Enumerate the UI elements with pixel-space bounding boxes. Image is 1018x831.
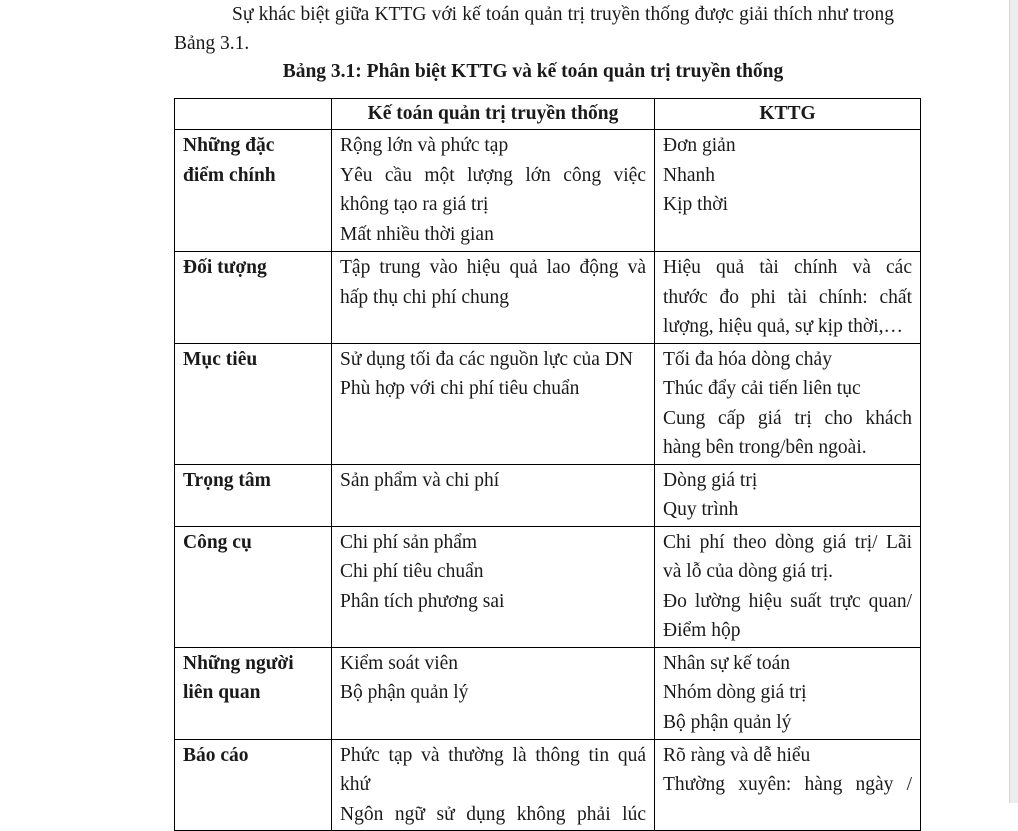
header-kttg: KTTG	[655, 99, 921, 130]
cell-line: Thúc đẩy cải tiến liên tục	[663, 378, 861, 399]
cell-line: Sử dụng tối đa các nguồn lực của DN	[340, 348, 633, 370]
kttg-cell	[655, 130, 921, 252]
kttg-cell	[655, 252, 921, 344]
traditional-cell	[332, 526, 655, 647]
cell-line: Đo lường hiệu suất trực quan/	[663, 590, 912, 612]
table-row	[175, 739, 921, 831]
row-label-line: Công cụ	[183, 531, 252, 553]
table-row	[175, 252, 921, 344]
traditional-cell	[332, 464, 655, 526]
cell-line: Cung cấp giá trị cho khách	[663, 407, 912, 429]
row-label	[175, 343, 332, 464]
traditional-cell	[332, 252, 655, 344]
traditional-cell	[332, 647, 655, 739]
cell-line: Tập trung vào hiệu quả lao động và	[340, 257, 646, 278]
table-row	[175, 343, 921, 464]
cell-line: Rộng lớn và phức tạp	[340, 135, 509, 156]
table-row	[175, 130, 921, 252]
row-label	[175, 647, 332, 739]
header-empty	[175, 99, 332, 130]
cell-line: Chi phí theo dòng giá trị/ Lãi	[663, 531, 912, 553]
cell-line: Nhanh	[663, 164, 715, 186]
table-caption: Bảng 3.1: Phân biệt KTTG và kế toán quản trị truyền thống	[282, 61, 784, 82]
cell-line: Chi phí tiêu chuẩn	[340, 561, 484, 582]
cell-line: Chi phí sản phẩm	[340, 531, 478, 553]
cell-line: Thường xuyên: hàng ngày /	[663, 774, 912, 795]
cell-line: Kiểm soát viên	[340, 652, 459, 674]
cell-line: hàng bên trong/bên ngoài.	[663, 437, 867, 458]
traditional-cell	[332, 343, 655, 464]
row-label-line: Đối tượng	[183, 257, 267, 278]
cell-line: Dòng giá trị	[663, 469, 758, 491]
cell-line: Mất nhiều thời gian	[340, 223, 494, 245]
cell-line: và lỗ của dòng giá trị.	[663, 561, 834, 582]
kttg-cell	[655, 526, 921, 647]
cell-line: thước đo phi tài chính: chất	[663, 286, 912, 308]
table-row	[175, 464, 921, 526]
cell-line: Bộ phận quản lý	[340, 682, 469, 703]
traditional-cell	[332, 739, 655, 831]
cell-line: Bộ phận quản lý	[663, 711, 792, 733]
cell-line: Hiệu quả tài chính và các	[663, 257, 912, 278]
table-row	[175, 647, 921, 739]
row-label-line: Mục tiêu	[183, 348, 258, 370]
kttg-cell	[655, 647, 921, 739]
cell-line: Đơn giản	[663, 135, 736, 156]
cell-line: không tạo ra giá trị	[340, 194, 489, 215]
cell-line: lượng, hiệu quả, sự kịp thời,…	[663, 316, 903, 337]
page-edge-strip	[1009, 0, 1018, 803]
intro-paragraph: Sự khác biệt giữa KTTG với kế toán quản trị truyền thống được giải thích như trong Bảng 3.1.	[174, 4, 894, 54]
row-label-line: điểm chính	[183, 164, 276, 186]
cell-line: Kịp thời	[663, 194, 729, 215]
cell-line: Rõ ràng và dễ hiểu	[663, 744, 811, 766]
cell-line: Ngôn ngữ sử dụng không phải lúc	[340, 803, 646, 825]
cell-line: Phù hợp với chi phí tiêu chuẩn	[340, 378, 580, 399]
cell-line: Điểm hộp	[663, 620, 741, 641]
cell-line: hấp thụ chi phí chung	[340, 286, 509, 308]
cell-line: Sản phẩm và chi phí	[340, 469, 500, 491]
cell-line: Tối đa hóa dòng chảy	[663, 348, 832, 370]
cell-line: Nhóm dòng giá trị	[663, 682, 807, 703]
table-row	[175, 526, 921, 647]
row-label-line: Những đặc	[183, 135, 275, 156]
kttg-cell	[655, 739, 921, 831]
cell-line: Quy trình	[663, 499, 739, 520]
row-label	[175, 252, 332, 344]
cell-line: Nhân sự kế toán	[663, 652, 790, 674]
comparison-table	[174, 98, 921, 831]
row-label-line: liên quan	[183, 682, 261, 703]
row-label-line: Những người	[183, 652, 294, 674]
table-header-row	[175, 99, 921, 130]
row-label-line: Báo cáo	[183, 744, 249, 766]
row-label-line: Trọng tâm	[183, 469, 271, 491]
header-traditional: Kế toán quản trị truyền thống	[332, 99, 655, 130]
kttg-cell	[655, 343, 921, 464]
row-label	[175, 739, 332, 831]
row-label	[175, 526, 332, 647]
row-label	[175, 464, 332, 526]
kttg-cell	[655, 464, 921, 526]
row-label	[175, 130, 332, 252]
cell-line: Phức tạp và thường là thông tin quá khứ	[340, 744, 646, 795]
cell-line: Yêu cầu một lượng lớn công việc	[340, 164, 646, 186]
cell-line: Phân tích phương sai	[340, 590, 505, 612]
traditional-cell	[332, 130, 655, 252]
